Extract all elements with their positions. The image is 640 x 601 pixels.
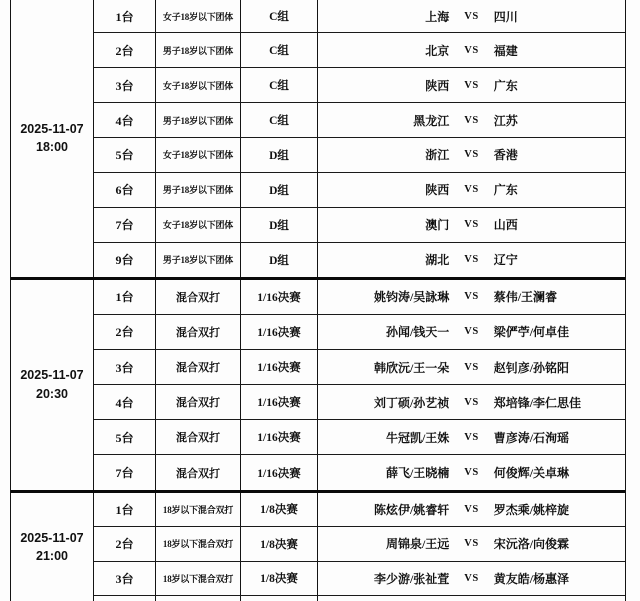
- vs-label: VS: [464, 184, 479, 196]
- player-home: 韩欣沅/王一朵: [373, 360, 450, 375]
- player-home: 陕西: [425, 183, 450, 198]
- event-name: 18岁以下混合双打: [156, 562, 241, 596]
- table-number: 4台: [94, 385, 156, 419]
- match-row: [94, 0, 625, 33]
- vs-label: VS: [464, 361, 479, 373]
- event-name: 女子18岁以下团体: [156, 0, 241, 32]
- time-cell: [11, 0, 94, 277]
- table-number: 7台: [94, 208, 156, 242]
- matchup: [318, 350, 625, 384]
- date-label: 2025-11-07: [20, 530, 84, 545]
- time-block: [11, 493, 625, 601]
- match-row: [94, 527, 625, 562]
- table-number: 3台: [94, 68, 156, 102]
- match-row: [94, 68, 625, 103]
- time-cell: [11, 280, 94, 490]
- table-number: 2台: [94, 527, 156, 561]
- player-away: 福建: [493, 43, 518, 58]
- table-number: 3台: [94, 562, 156, 596]
- vs-label: VS: [464, 431, 479, 443]
- match-row: [94, 280, 625, 315]
- table-number: 7台: [94, 455, 156, 489]
- event-name: 混合双打: [156, 315, 241, 349]
- matchup: [318, 68, 625, 102]
- round-name: 1/16决赛: [241, 350, 318, 384]
- vs-label: VS: [464, 467, 479, 479]
- round-name: 1/16决赛: [241, 315, 318, 349]
- player-away: 江苏: [493, 113, 518, 128]
- match-row: [94, 315, 625, 350]
- round-name: C组: [241, 103, 318, 137]
- match-row: [94, 562, 625, 597]
- matchup: [318, 208, 625, 242]
- matchup: [318, 103, 625, 137]
- matchup: [318, 385, 625, 419]
- player-away: 山西: [493, 218, 518, 233]
- table-number: 2台: [94, 33, 156, 67]
- player-away: 广东: [493, 78, 518, 93]
- matchup: [318, 243, 625, 277]
- player-away: 黄友皓/杨惠泽: [493, 571, 570, 586]
- player-home: 李少游/张祉萓: [373, 571, 450, 586]
- table-number: 4台: [94, 103, 156, 137]
- vs-label: VS: [464, 291, 479, 303]
- round-name: 1/8决赛: [241, 562, 318, 596]
- table-number: 6台: [94, 173, 156, 207]
- vs-label: VS: [464, 254, 479, 266]
- matchup: [318, 493, 625, 527]
- player-home: 姚钧涛/吴詠琳: [373, 290, 450, 305]
- player-away: 赵钊彦/孙铭阳: [493, 360, 570, 375]
- match-row: [94, 420, 625, 455]
- player-home: 湖北: [425, 253, 450, 268]
- player-away: 何俊辉/关卓琳: [493, 466, 570, 481]
- table-number: 2台: [94, 315, 156, 349]
- vs-label: VS: [464, 326, 479, 338]
- table-number: [94, 596, 156, 601]
- matchup: [318, 455, 625, 489]
- player-home: 刘丁硕/孙艺祯: [373, 395, 450, 410]
- round-name: 1/16决赛: [241, 420, 318, 454]
- table-number: 1台: [94, 493, 156, 527]
- player-home: 陈炫伊/姚睿轩: [373, 502, 450, 517]
- match-row: [94, 493, 625, 528]
- round-name: 1/8决赛: [241, 493, 318, 527]
- player-away: 梁俨苧/何卓佳: [493, 325, 570, 340]
- player-home: 薛飞/王晓楠: [385, 466, 450, 481]
- round-name: 1/8决赛: [241, 527, 318, 561]
- block-rows: [94, 0, 625, 277]
- player-home: 上海: [425, 9, 450, 24]
- vs-label: VS: [464, 572, 479, 584]
- match-schedule-table: [10, 0, 626, 601]
- player-home: 周锦泉/王远: [385, 537, 450, 552]
- date-label: 2025-11-07: [20, 368, 84, 383]
- time-label: 20:30: [36, 386, 68, 401]
- table-number: 5台: [94, 138, 156, 172]
- match-row-partial: [94, 596, 625, 601]
- round-name: C组: [241, 0, 318, 32]
- event-name: 男子18岁以下团体: [156, 33, 241, 67]
- block-rows: [94, 493, 625, 601]
- block-rows: [94, 280, 625, 490]
- player-away: 辽宁: [493, 253, 518, 268]
- event-name: 男子18岁以下团体: [156, 173, 241, 207]
- round-name: 1/16决赛: [241, 455, 318, 489]
- player-away: 广东: [493, 183, 518, 198]
- time-block: [11, 280, 625, 493]
- round-name: C组: [241, 68, 318, 102]
- player-away: 郑培锋/李仁思佳: [493, 395, 582, 410]
- match-row: [94, 138, 625, 173]
- matchup: [318, 596, 625, 601]
- time-cell: [11, 493, 94, 601]
- event-name: [156, 596, 241, 601]
- round-name: D组: [241, 243, 318, 277]
- date-label: 2025-11-07: [20, 122, 84, 137]
- player-home: 牛冠凯/王姝: [385, 430, 450, 445]
- vs-label: VS: [464, 79, 479, 91]
- event-name: 男子18岁以下团体: [156, 103, 241, 137]
- player-away: 四川: [493, 9, 518, 24]
- player-away: 香港: [493, 148, 518, 163]
- player-away: 曹彦涛/石洵瑶: [493, 430, 570, 445]
- player-away: 蔡伟/王澜睿: [493, 290, 558, 305]
- matchup: [318, 280, 625, 314]
- round-name: D组: [241, 138, 318, 172]
- event-name: 18岁以下混合双打: [156, 493, 241, 527]
- match-row: [94, 385, 625, 420]
- vs-label: VS: [464, 396, 479, 408]
- event-name: 女子18岁以下团体: [156, 138, 241, 172]
- vs-label: VS: [464, 149, 479, 161]
- vs-label: VS: [464, 44, 479, 56]
- player-home: 北京: [425, 43, 450, 58]
- player-home: 澳门: [425, 218, 450, 233]
- player-home: 孙闻/钱天一: [385, 325, 450, 340]
- match-row: [94, 208, 625, 243]
- event-name: 混合双打: [156, 385, 241, 419]
- event-name: 18岁以下混合双打: [156, 527, 241, 561]
- vs-label: VS: [464, 503, 479, 515]
- event-name: 混合双打: [156, 420, 241, 454]
- event-name: 混合双打: [156, 350, 241, 384]
- matchup: [318, 315, 625, 349]
- round-name: 1/16决赛: [241, 280, 318, 314]
- matchup: [318, 420, 625, 454]
- match-row: [94, 350, 625, 385]
- round-name: C组: [241, 33, 318, 67]
- round-name: D组: [241, 208, 318, 242]
- match-row: [94, 173, 625, 208]
- round-name: [241, 596, 318, 601]
- round-name: D组: [241, 173, 318, 207]
- player-home: 浙江: [425, 148, 450, 163]
- event-name: 男子18岁以下团体: [156, 243, 241, 277]
- vs-label: VS: [464, 219, 479, 231]
- event-name: 混合双打: [156, 455, 241, 489]
- table-number: 5台: [94, 420, 156, 454]
- event-name: 女子18岁以下团体: [156, 68, 241, 102]
- matchup: [318, 527, 625, 561]
- matchup: [318, 138, 625, 172]
- vs-label: VS: [464, 114, 479, 126]
- match-row: [94, 33, 625, 68]
- match-row: [94, 455, 625, 489]
- player-home: 陕西: [425, 78, 450, 93]
- table-number: 1台: [94, 0, 156, 32]
- matchup: [318, 33, 625, 67]
- table-number: 1台: [94, 280, 156, 314]
- time-label: 18:00: [36, 140, 68, 155]
- time-block: [11, 0, 625, 280]
- player-home: 黑龙江: [413, 113, 450, 128]
- match-row: [94, 243, 625, 277]
- vs-label: VS: [464, 538, 479, 550]
- time-label: 21:00: [36, 548, 68, 563]
- table-number: 9台: [94, 243, 156, 277]
- event-name: 女子18岁以下团体: [156, 208, 241, 242]
- player-away: 罗杰乘/姚梓旋: [493, 502, 570, 517]
- matchup: [318, 0, 625, 32]
- round-name: 1/16决赛: [241, 385, 318, 419]
- matchup: [318, 173, 625, 207]
- vs-label: VS: [464, 10, 479, 22]
- player-away: 宋沅洛/向俊霖: [493, 537, 570, 552]
- table-number: 3台: [94, 350, 156, 384]
- event-name: 混合双打: [156, 280, 241, 314]
- match-row: [94, 103, 625, 138]
- matchup: [318, 562, 625, 596]
